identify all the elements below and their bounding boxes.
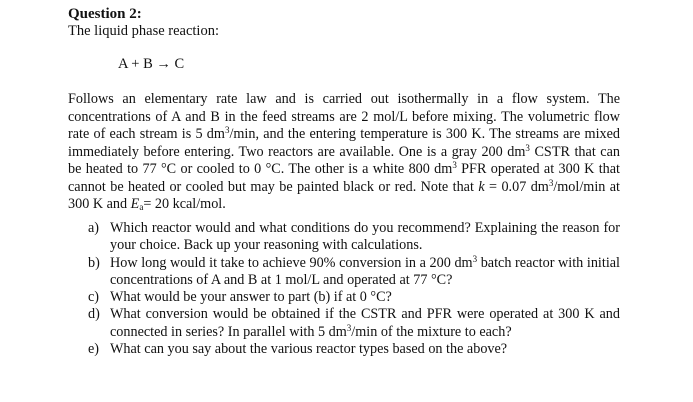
paragraph-text-2: /min, and the entering temperature is 300 K. The streams are mixed immediately before entering. Two reactors are available. One is a gray 200 dm <box>68 126 620 160</box>
question-subtitle: The liquid phase reaction: <box>68 23 219 39</box>
reaction-equation: A + B → C <box>118 56 185 72</box>
question-letter: b) <box>88 254 100 271</box>
question-text-part-2: /min of the mixture to each? <box>351 323 512 340</box>
question-item-d <box>68 306 620 341</box>
superscript: 3 <box>346 322 352 333</box>
question-letter: c) <box>88 289 100 306</box>
question-text-part-2: batch reactor with initial concentrations of A and B at 1 mol/L and operated at 77 °C? <box>110 254 620 288</box>
question-text-part-1: What conversion would be obtained if the CSTR and PFR were operated at 300 K and connected in series? In parallel with 5 dm <box>110 306 620 340</box>
activation-energy-symbol: E <box>130 196 140 212</box>
question-text: What can you say about the various reactor types based on the above? <box>110 341 508 358</box>
question-item-c <box>68 289 620 306</box>
question-title: Question 2: <box>68 6 142 22</box>
superscript: 3 <box>224 125 230 135</box>
paragraph-text-4: PFR operated at 300 K that cannot be heated or cooled but may be painted black or red. Note that <box>68 161 620 195</box>
question-item-e <box>68 341 620 358</box>
question-text-part-1: How long would it take to achieve 90% conversion in a 200 dm <box>110 254 473 271</box>
question-letter: e) <box>88 341 100 358</box>
problem-statement <box>68 91 620 214</box>
subscript: a <box>139 202 144 212</box>
paragraph-text-1: Follows an elementary rate law and is carried out isothermally in a flow system. The concentrations of A and B in the feed streams are 2 mol/L before mixing. The volumetric flow rate of each stream is 5 dm <box>68 91 620 142</box>
superscript: 3 <box>548 177 554 188</box>
question-letter: a) <box>88 220 100 236</box>
superscript: 3 <box>472 253 478 264</box>
rate-constant-symbol: k <box>478 178 485 195</box>
paragraph-text-5: = 0.07 dm <box>484 178 549 195</box>
question-item-a <box>68 220 620 255</box>
paragraph-text-7: = 20 kcal/mol. <box>143 196 226 212</box>
question-text: Which reactor would and what conditions do you recommend? Explaining the reason for your choice. Back up your reasoning with calculations. <box>110 220 620 254</box>
question-letter: d) <box>88 306 100 323</box>
paragraph-text-3: CSTR that can be heated to 77 °C or cooled to 0 °C. The other is a white 800 dm <box>68 143 620 177</box>
question-item-b <box>68 255 620 290</box>
superscript: 3 <box>452 160 457 170</box>
paragraph-text-6: /mol/min at 300 K and <box>68 178 620 212</box>
question-text: What would be your answer to part (b) if at 0 °C? <box>110 289 392 306</box>
superscript: 3 <box>525 142 530 153</box>
question-list <box>68 220 620 358</box>
